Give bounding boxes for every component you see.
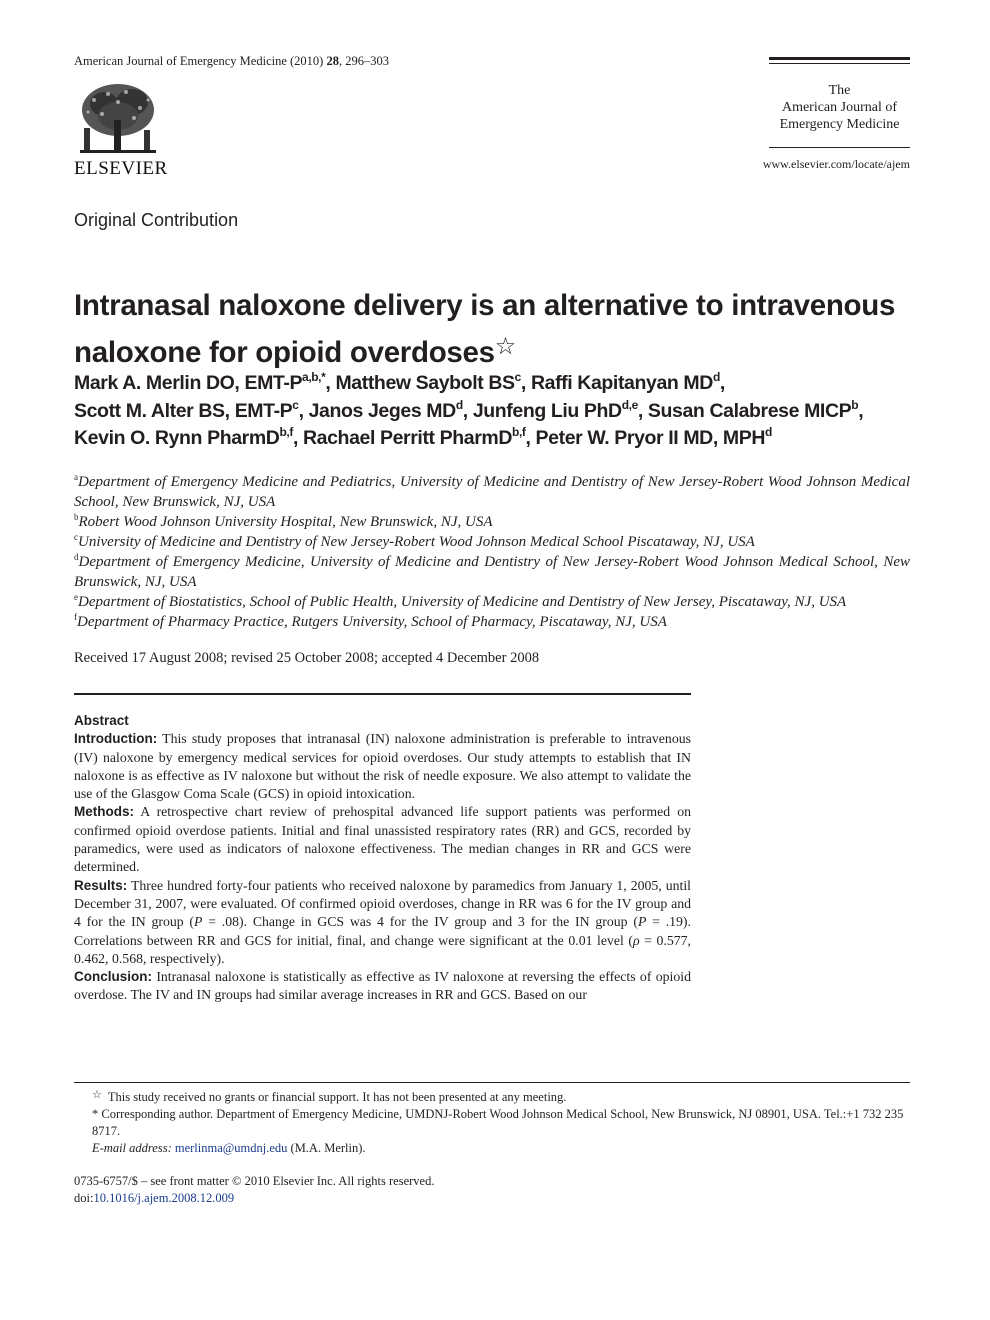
- journal-name-line: Emergency Medicine: [779, 117, 900, 132]
- author-affiliation-marker[interactable]: d: [712, 370, 720, 384]
- results-label: Results:: [74, 877, 128, 893]
- author-affiliation-marker[interactable]: d: [765, 425, 772, 439]
- author-name[interactable]: Susan Calabrese MICP: [647, 399, 852, 422]
- abstract-results: [74, 877, 691, 968]
- citation-prefix: American Journal of Emergency Medicine (2010): [74, 54, 327, 68]
- journal-masthead: [769, 57, 910, 148]
- author-affiliation-marker[interactable]: d,e: [621, 397, 638, 412]
- introduction-label: Introduction:: [74, 731, 158, 747]
- masthead-rule-thin: [769, 63, 910, 64]
- affiliation-item: [74, 472, 910, 512]
- doi-link[interactable]: 10.1016/j.ajem.2008.12.009: [93, 1191, 235, 1205]
- author-affiliation-marker[interactable]: b,f: [512, 425, 526, 439]
- abstract-heading: Abstract: [74, 713, 129, 728]
- elsevier-tree-icon: [74, 80, 162, 160]
- abstract-divider: [74, 693, 691, 695]
- affiliation-item: [74, 592, 910, 612]
- email-note: [74, 1140, 910, 1157]
- affiliation-text: University of Medicine and Dentistry of New Jersey-Robert Wood Johnson Medical School Piscataway, NJ, USA: [78, 534, 755, 550]
- author-affiliation-marker[interactable]: d: [455, 397, 463, 412]
- p-value-symbol: P: [194, 914, 203, 930]
- abstract-methods: [74, 803, 691, 876]
- author-name[interactable]: Scott M. Alter BS, EMT-P: [74, 399, 293, 422]
- affiliation-item: [74, 552, 910, 592]
- author-name[interactable]: Janos Jeges MD: [308, 399, 456, 422]
- author-name[interactable]: Mark A. Merlin DO, EMT-P: [74, 372, 303, 394]
- masthead-rule-bottom: [769, 147, 910, 148]
- affiliation-item: [74, 612, 910, 632]
- affiliation-text: Robert Wood Johnson University Hospital, New Brunswick, NJ, USA: [78, 514, 493, 530]
- author-name[interactable]: Junfeng Liu PhD: [472, 399, 622, 422]
- footnote-divider: [74, 1082, 910, 1083]
- citation-pages: , 296–303: [338, 54, 389, 68]
- article-title: [74, 285, 914, 373]
- author-affiliation-marker[interactable]: c: [292, 397, 299, 412]
- section-label: Original Contribution: [74, 210, 239, 230]
- results-text: = .19). Correlations between RR and GCS for initial, final, and change were significant at the 0.01 level (: [74, 914, 691, 948]
- affiliation-list: [74, 472, 910, 632]
- citation-volume: 28: [326, 54, 339, 68]
- article-title-text: Intranasal naloxone delivery is an alternative to intravenous naloxone for opioid overdoses: [74, 289, 896, 369]
- author-name[interactable]: Raffi Kapitanyan MD: [530, 372, 713, 394]
- email-label: E-mail address:: [92, 1141, 172, 1155]
- corresponding-author-marker[interactable]: *: [321, 370, 326, 384]
- author-affiliation-marker[interactable]: a,b,: [302, 370, 322, 384]
- affiliation-item: [74, 512, 910, 532]
- journal-citation: [74, 54, 389, 69]
- journal-name: [769, 82, 910, 133]
- affiliation-text: Department of Emergency Medicine and Pediatrics, University of Medicine and Dentistry of New Jersey-Robert Wood Johnson Medical School, New Brunswick, NJ, USA: [74, 474, 910, 510]
- methods-label: Methods:: [74, 804, 134, 820]
- methods-text: A retrospective chart review of prehospital advanced life support patients was performed on confirmed opioid overdose patients. Initial and final unassisted respiratory rates (RR) and GCS, recorded by paramedics, were used as indicators of naloxone effectiveness. The median changes in RR and GCS were determined.: [74, 804, 691, 875]
- introduction-text: This study proposes that intranasal (IN) naloxone administration is preferable to intravenous (IV) naloxone by emergency medical services for opioid overdoses. Our study attempts to establish that IN naloxone is as effective as IV naloxone but without the risk of needle exposure. We also attempt to validate the use of the Glasgow Coma Scale (GCS) in opioid intoxication.: [74, 731, 691, 802]
- received-dates: Received 17 August 2008; revised 25 October 2008; accepted 4 December 2008: [74, 650, 540, 666]
- copyright-block: [74, 1173, 434, 1207]
- doi-prefix: doi:: [74, 1191, 94, 1205]
- affiliation-key: c: [74, 532, 78, 542]
- journal-name-line: The: [828, 83, 851, 98]
- author-name[interactable]: Matthew Saybolt BS: [335, 372, 515, 394]
- author-affiliation-marker[interactable]: c: [514, 370, 521, 384]
- abstract-introduction: [74, 730, 691, 803]
- journal-name-line: American Journal of: [781, 100, 898, 115]
- affiliation-key: b: [74, 512, 79, 522]
- funding-footnote-text: This study received no grants or financial support. It has not been presented at any meeting.: [107, 1090, 567, 1104]
- email-suffix: (M.A. Merlin).: [287, 1141, 366, 1155]
- affiliation-text: Department of Biostatistics, School of Public Health, University of Medicine and Dentistry of New Jersey, Piscataway, NJ, USA: [78, 594, 847, 610]
- p-value-symbol: P: [637, 914, 647, 930]
- title-star-footnote-icon[interactable]: ☆: [494, 333, 516, 360]
- footnotes: [74, 1087, 910, 1157]
- author-list: Mark A. Merlin DO, EMT-$P^{a,b,*}$, Matthew Saybolt $BS^c$, Raffi Kapitanyan $MD^d$, Scott M. Alter BS, EMT-$P^c$, Janos Jeges $MD^d$, Junfeng Liu PhD$^{d,e}$, Susan Calabrese MICP$^b$, Kevin O. Rynn PharmD$^{b,f}$, Rachael Perritt PharmD$^{b,f}$, Peter W. Pryor II MD, MPH$^d$: [74, 370, 864, 449]
- conclusion-label: Conclusion:: [74, 969, 152, 985]
- author-affiliation-marker[interactable]: b,f: [279, 425, 293, 439]
- results-text: = .08). Change in GCS was 4 for the IV group and 3 for the IN group (: [202, 914, 638, 930]
- publisher-name: ELSEVIER: [74, 158, 168, 179]
- conclusion-text: Intranasal naloxone is statistically as effective as IV naloxone at reversing the effects of opioid overdose. The IV and IN groups had similar average increases in RR and GCS. Based on our: [74, 969, 691, 1003]
- abstract: [74, 712, 691, 1005]
- journal-url-link[interactable]: www.elsevier.com/locate/ajem: [762, 157, 910, 171]
- author-name[interactable]: Peter W. Pryor II MD, MPH: [535, 427, 766, 449]
- author-name[interactable]: Rachael Perritt PharmD: [302, 427, 513, 449]
- affiliation-text: Department of Pharmacy Practice, Rutgers University, School of Pharmacy, Piscataway, NJ, USA: [77, 614, 667, 630]
- copyright-line: 0735-6757/$ – see front matter © 2010 Elsevier Inc. All rights reserved.: [74, 1174, 435, 1188]
- email-link[interactable]: merlinma@umdnj.edu: [174, 1141, 288, 1155]
- results-text: Three hundred forty-four patients who received naloxone by paramedics from January 1, 2005, until December 31, 2007, were evaluated. Of confirmed opioid overdoses, change in RR was 6 for the IV group and 4 for the IN group (: [74, 877, 691, 930]
- affiliation-key: e: [74, 592, 78, 602]
- funding-footnote: [74, 1087, 910, 1106]
- doi-line: [74, 1190, 434, 1207]
- author-affiliation-marker[interactable]: b: [851, 397, 859, 412]
- masthead-rule-top: [769, 57, 910, 60]
- affiliation-key: d: [74, 552, 79, 562]
- footnote-star-icon: ☆: [92, 1089, 102, 1101]
- affiliation-text: Department of Emergency Medicine, University of Medicine and Dentistry of New Jersey-Robert Wood Johnson Medical School, New Brunswick, NJ, USA: [74, 554, 910, 590]
- rho-symbol: ρ: [633, 932, 640, 948]
- affiliation-key: f: [74, 612, 77, 622]
- abstract-conclusion: [74, 968, 691, 1005]
- elsevier-logo: [74, 80, 168, 180]
- author-name[interactable]: Kevin O. Rynn PharmD: [74, 427, 280, 449]
- affiliation-item: [74, 532, 910, 552]
- affiliation-key: a: [74, 472, 78, 482]
- results-text: = 0.577, 0.462, 0.568, respectively).: [74, 932, 691, 966]
- corresponding-author-note: * Corresponding author. Department of Emergency Medicine, UMDNJ-Robert Wood Johnson Medical School, New Brunswick, NJ 08901, USA. Tel.:+1 732 235 8717.: [92, 1107, 904, 1138]
